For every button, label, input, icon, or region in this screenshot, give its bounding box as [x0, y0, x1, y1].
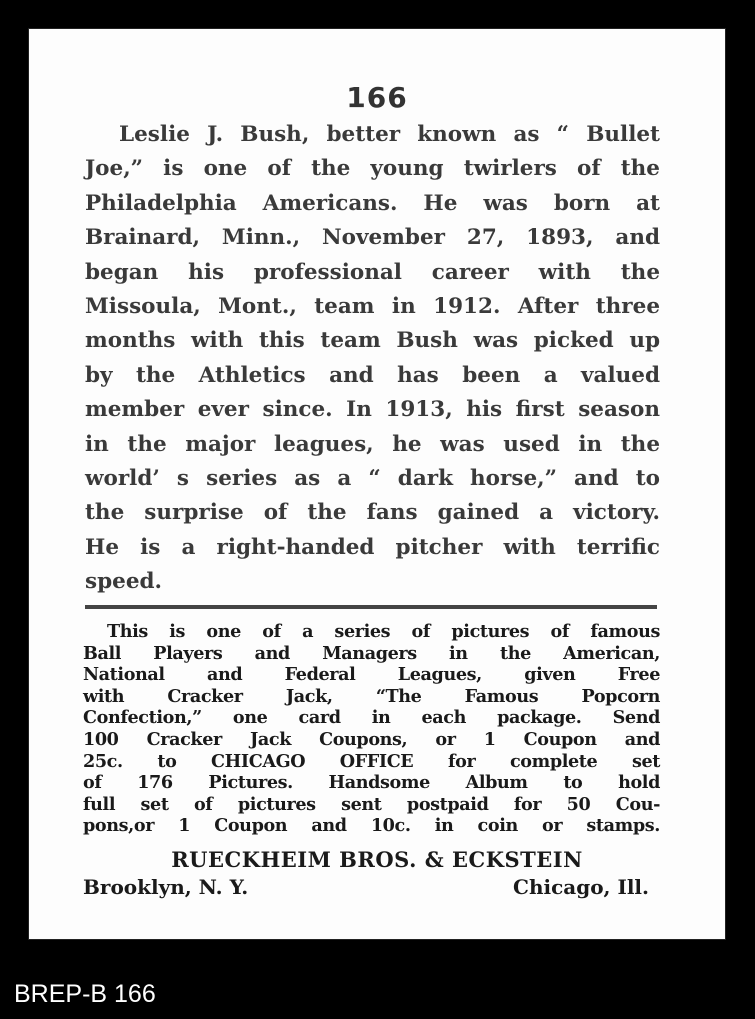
- card-back: [28, 28, 726, 940]
- card-number: 166: [346, 81, 408, 114]
- promo-line: Ball Players and Managers in the American,: [83, 642, 660, 664]
- bio-line: by the Athletics and has been a valued: [85, 362, 660, 388]
- bio-line: the surprise of the fans gained a victory.: [85, 500, 660, 526]
- promo-line: pons,or 1 Coupon and 10c. in coin or stamps.: [83, 815, 660, 837]
- promo-line: 100 Cracker Jack Coupons, or 1 Coupon and: [83, 728, 660, 750]
- bio-line: Leslie J. Bush, better known as “ Bullet: [119, 122, 660, 147]
- promo-line: National and Federal Leagues, given Free: [83, 664, 660, 686]
- bio-line: in the major leagues, he was used in the: [85, 431, 660, 457]
- divider-rule: [85, 605, 657, 609]
- bio-line: He is a right-handed pitcher with terrific: [85, 534, 660, 560]
- promo-line: This is one of a series of pictures of famous: [107, 621, 660, 642]
- promo-line: of 176 Pictures. Handsome Album to hold: [83, 772, 660, 794]
- bio-line: months with this team Bush was picked up: [85, 328, 660, 354]
- city-brooklyn: Brooklyn, N. Y.: [83, 875, 249, 899]
- city-chicago: Chicago, Ill.: [513, 875, 649, 899]
- bio-line: member ever since. In 1913, his first season: [85, 397, 660, 423]
- promo-line: Confection,” one card in each package. Send: [83, 707, 660, 729]
- bio-line: began his professional career with the: [85, 259, 660, 285]
- promo-line: 25c. to CHICAGO OFFICE for complete set: [83, 750, 660, 772]
- promo-line: with Cracker Jack, “The Famous Popcorn: [83, 685, 660, 707]
- player-biography: [85, 118, 660, 599]
- bio-line: Joe,” is one of the young twirlers of the: [85, 156, 660, 182]
- bio-line: world’ s series as a “ dark horse,” and to: [85, 465, 660, 491]
- catalog-caption: BREP-B 166: [14, 980, 156, 1008]
- bio-line: Philadelphia Americans. He was born at: [85, 190, 660, 216]
- promo-text: [83, 621, 660, 837]
- promo-line: full set of pictures sent postpaid for 50 Cou-: [83, 793, 660, 815]
- bio-line: speed.: [85, 569, 163, 595]
- company-name: RUECKHEIM BROS. & ECKSTEIN: [171, 847, 583, 872]
- bio-line: Missoula, Mont., team in 1912. After three: [85, 293, 660, 319]
- bio-line: Brainard, Minn., November 27, 1893, and: [85, 225, 660, 251]
